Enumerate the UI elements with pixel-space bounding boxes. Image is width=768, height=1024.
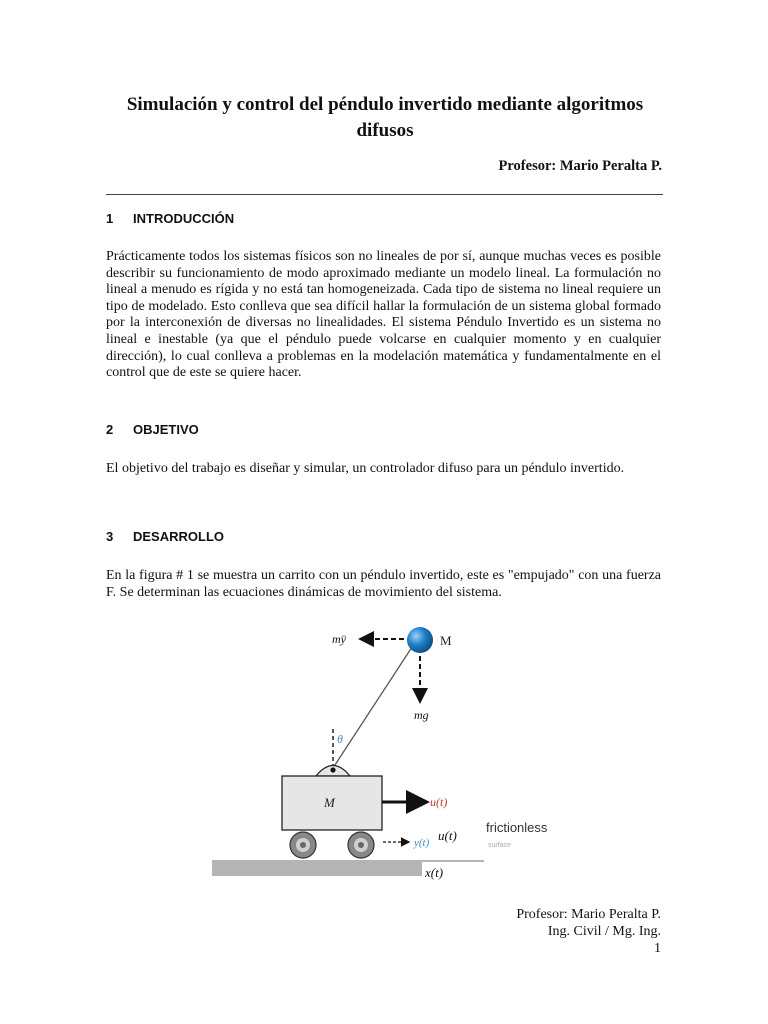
section-paragraph-desarrollo: En la figura # 1 se muestra un carrito con un péndulo invertido, este es "empujado" con una fuerza F. Se determinan las ecuaciones dinámicas de movimiento del sistema. <box>106 568 661 600</box>
section-number: 1 <box>106 211 114 226</box>
force-label: u(t) <box>430 795 448 809</box>
section-heading-objetivo <box>106 422 199 437</box>
frictionless-label: frictionless <box>486 820 548 835</box>
author-line: Profesor: Mario Peralta P. <box>498 158 662 174</box>
gravity-label: mg <box>414 708 429 722</box>
cart-mass-label: M <box>324 795 335 810</box>
section-heading-introduccion <box>106 211 234 226</box>
section-paragraph-introduccion: Prácticamente todos los sistemas físicos son no lineales de por sí, aunque muchas veces es posible describir su funcionamiento de modo aproximado mediante un modelo lineal. La formulación no lineal a menudo es rígida y no está tan homogeneizada. Cada tipo de sistema no lineal requiere un tipo de modelado. Esto conlleva que sea difícil hallar la formulación de un sistema global formado por la interconexión de diversas no linealidades. El sistema Péndulo Invertido es un sistema no lineal e inestable (ya que el péndulo puede volcarse en cualquier momento y en cualquier dirección), lo cual conlleva a problemas en la modelación matemática y fundamentalmente en el control que de este se quiere hacer. <box>106 249 661 381</box>
section-number: 2 <box>106 422 114 437</box>
x-label: x(t) <box>425 865 444 880</box>
pendulum-rod <box>333 644 414 768</box>
pendulum-ball <box>407 627 433 653</box>
y-label: y(t) <box>414 837 430 849</box>
right-wheel <box>348 832 374 858</box>
page-number: 1 <box>654 941 661 956</box>
u-overlap-label: u(t) <box>438 828 457 843</box>
inertial-force-label: mÿ <box>332 632 346 646</box>
document-title: Simulación y control del péndulo invertido mediante algoritmos difusos <box>126 94 644 141</box>
section-heading-desarrollo <box>106 529 224 544</box>
section-paragraph-objetivo: El objetivo del trabajo es diseñar y simular, un controlador difuso para un péndulo invertido. <box>106 461 625 476</box>
surface-label: surface <box>488 842 511 849</box>
footer-author: Profesor: Mario Peralta P. <box>516 907 661 922</box>
section-title: DESARROLLO <box>133 529 224 544</box>
section-title: INTRODUCCIÓN <box>133 211 235 226</box>
ball-mass-label: M <box>440 633 452 648</box>
section-number: 3 <box>106 529 114 544</box>
footer-credentials: Ing. Civil / Mg. Ing. <box>547 924 661 939</box>
inverted-pendulum-figure <box>212 612 548 884</box>
section-title: OBJETIVO <box>133 422 199 437</box>
pivot-point <box>330 767 335 772</box>
left-wheel <box>290 832 316 858</box>
theta-label: θ <box>337 732 343 746</box>
page-footer <box>516 906 661 957</box>
horizontal-rule <box>106 194 663 195</box>
